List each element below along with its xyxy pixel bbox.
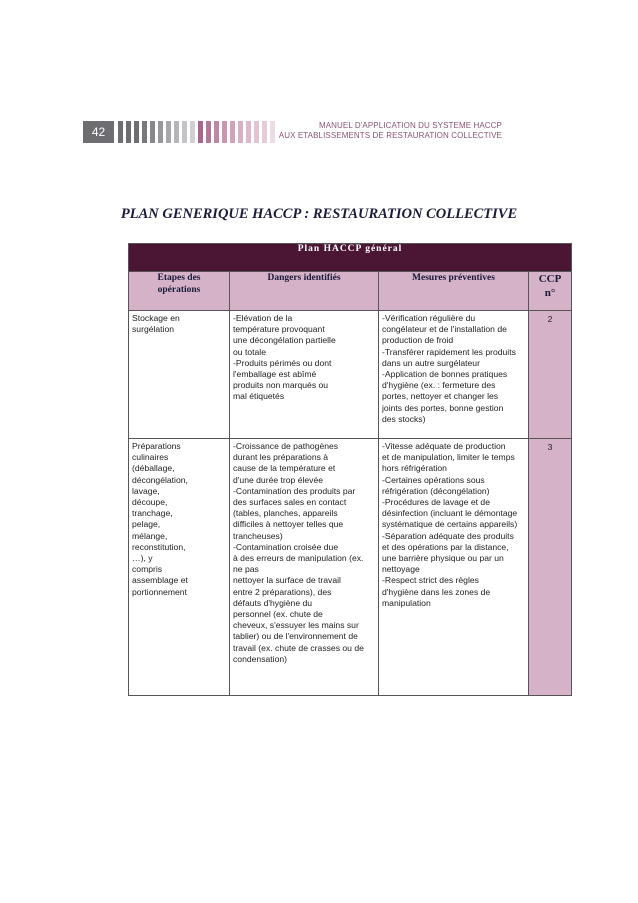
header-bar xyxy=(118,121,123,143)
header-bar xyxy=(158,121,163,143)
header-bar xyxy=(126,121,131,143)
column-header-mesures-label: Mesures préventives xyxy=(412,273,495,283)
manual-title-line1: MANUEL D'APPLICATION DU SYSTEME HACCP xyxy=(318,121,502,130)
table-row xyxy=(129,439,572,696)
cell-etapes xyxy=(129,311,230,439)
column-header-etapes-label: Etapes des opérations xyxy=(157,273,201,295)
cell-dangers xyxy=(230,439,379,696)
column-header-dangers xyxy=(230,272,379,311)
header-bar xyxy=(174,121,179,143)
manual-title xyxy=(202,121,502,141)
header-bar xyxy=(166,121,171,143)
cell-etapes-text: Stockage en surgélation xyxy=(132,313,180,335)
cell-ccp-text: 2 xyxy=(547,314,553,324)
page-number: 42 xyxy=(83,121,114,143)
cell-mesures-text: -Vérification régulière du congélateur et de l'installation de production de froid -Transférer rapidement les produits dans un autre surgélateur -Application de bonnes pratiques d'hygiène (ex. : fermeture des portes, nettoyer et changer les joints des portes, bonne gestion des stocks) xyxy=(382,313,516,424)
cell-mesures xyxy=(379,439,529,696)
header-bar xyxy=(182,121,187,143)
cell-mesures-text: -Vitesse adéquate de production et de manipulation, limiter le temps hors réfrigération -Certaines opérations sous réfrigération (décongélation) -Procédures de lavage et de désinfection (incluant le démontage systématique de certains appareils) -Séparation adéquate des produits et des opérations par la distance, une barrière physique ou par un nettoyage -Respect strict des règles d'hygiène dans les zones de manipulation xyxy=(382,441,518,608)
cell-etapes-text: Préparations culinaires (déballage, décongélation, lavage, découpe, tranchage, pelage, mélange, reconstitution, …), y compris assemblage et portionnement xyxy=(132,441,188,597)
column-header-etapes xyxy=(129,272,230,311)
manual-title-line2: AUX ETABLISSEMENTS DE RESTAURATION COLLECTIVE xyxy=(278,131,502,140)
cell-ccp xyxy=(529,439,572,696)
table-banner-row xyxy=(129,244,572,272)
header-bar xyxy=(190,121,195,143)
column-header-row xyxy=(129,272,572,311)
column-header-ccp xyxy=(529,272,572,311)
plan-title: PLAN GENERIQUE HACCP : RESTAURATION COLLECTIVE xyxy=(120,206,518,222)
column-header-dangers-label: Dangers identifiés xyxy=(267,273,341,283)
cell-dangers-text: -Elévation de la température provoquant une décongélation partielle ou totale -Produits périmés ou dont l'emballage est abîmé produits non marqués ou mal étiquetés xyxy=(233,313,336,402)
cell-mesures xyxy=(379,311,529,439)
cell-dangers xyxy=(230,311,379,439)
column-header-ccp-label: CCP n° xyxy=(538,273,562,299)
cell-ccp xyxy=(529,311,572,439)
cell-dangers-text: -Croissance de pathogènes durant les préparations à cause de la température et d'une durée trop élevée -Contamination des produits par des surfaces sales en contact (tables, planches, appareils difficiles à nettoyer telles que trancheuses) -Contamination croisée due à des erreurs de manipulation (ex. ne pas nettoyer la surface de travail entre 2 préparations), des défauts d'hygiène du personnel (ex. chute de cheveux, s'essuyer les mains sur tablier) ou de l'environnement de travail (ex. chute de crasses ou de condensation) xyxy=(233,441,364,664)
haccp-plan-table xyxy=(128,243,572,696)
cell-ccp-text: 3 xyxy=(547,442,553,452)
header-bar xyxy=(150,121,155,143)
column-header-mesures xyxy=(379,272,529,311)
header-bar xyxy=(142,121,147,143)
table-banner: Plan HACCP général xyxy=(129,244,572,272)
table-row xyxy=(129,311,572,439)
header-bar xyxy=(134,121,139,143)
cell-etapes xyxy=(129,439,230,696)
